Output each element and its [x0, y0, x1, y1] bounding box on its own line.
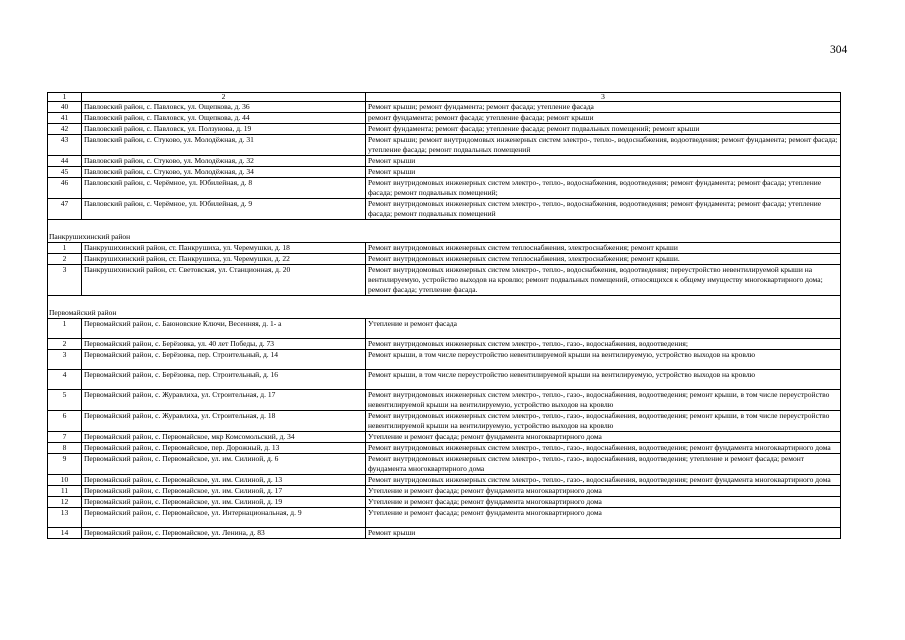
row-work-types: Ремонт внутридомовых инженерных систем теплоснабжения, электроснабжения; ремонт крыши — [366, 243, 841, 254]
table-row — [48, 454, 841, 475]
table-row — [48, 339, 841, 350]
row-address: Павловский район, с. Павловск, ул. Ползунова, д. 19 — [82, 124, 366, 135]
row-number: 44 — [48, 156, 82, 167]
row-address: Первомайский район, с. Первомайское, пер. Дорожный, д. 13 — [82, 443, 366, 454]
table-row — [48, 156, 841, 167]
repair-table — [47, 92, 841, 539]
row-work-types: Ремонт внутридомовых инженерных систем электро-, тепло-, газо-, водоснабжения, водоотведения; ремонт крыши, в том числе переустройство невентилируемой крыши на вентилируемую, устройство выходов на кровлю — [366, 411, 841, 432]
table-row — [48, 411, 841, 432]
row-work-types: Ремонт крыши — [366, 156, 841, 167]
table-row — [48, 102, 841, 113]
district-section-title: Панкрушихинский район — [48, 220, 841, 243]
table-row — [48, 486, 841, 497]
row-address: Первомайский район, с. Берёзовка, пер. Строительный, д. 16 — [82, 370, 366, 390]
row-address: Первомайский район, с. Первомайское, ул. им. Силиной, д. 19 — [82, 497, 366, 508]
row-address: Первомайский район, с. Первомайское, ул. Интернациональная, д. 9 — [82, 508, 366, 528]
row-address: Первомайский район, с. Первомайское, ул. Ленина, д. 83 — [82, 528, 366, 539]
row-number: 8 — [48, 443, 82, 454]
district-section-title: Первомайский район — [48, 296, 841, 319]
row-address: Первомайский район, с. Журавлиха, ул. Строительная, д. 17 — [82, 390, 366, 411]
page-number: 304 — [830, 44, 848, 56]
row-address: Павловский район, с. Стуково, ул. Молодёжная, д. 32 — [82, 156, 366, 167]
row-work-types: Утепление и ремонт фасада; ремонт фундамента многоквартирного дома — [366, 486, 841, 497]
row-work-types: Утепление и ремонт фасада — [366, 319, 841, 339]
table-row — [48, 432, 841, 443]
row-work-types: Утепление и ремонт фасада; ремонт фундамента многоквартирного дома — [366, 432, 841, 443]
row-address: Первомайский район, с. Баюновские Ключи, Весенняя, д. 1- а — [82, 319, 366, 339]
table-row — [48, 497, 841, 508]
row-address: Панкрушихинский район, ст. Панкрушиха, ул. Черемушки, д. 18 — [82, 243, 366, 254]
district-section-row — [48, 296, 841, 319]
row-address: Панкрушихинский район, ст. Световская, ул. Станционная, д. 20 — [82, 265, 366, 296]
row-work-types: Ремонт крыши — [366, 528, 841, 539]
row-number: 40 — [48, 102, 82, 113]
row-number: 10 — [48, 475, 82, 486]
row-address: Первомайский район, с. Первомайское, мкр Комсомольский, д. 34 — [82, 432, 366, 443]
row-work-types: Ремонт внутридомовых инженерных систем теплоснабжения, электроснабжения; ремонт крыши. — [366, 254, 841, 265]
row-number: 6 — [48, 411, 82, 432]
table-row — [48, 350, 841, 370]
table-row — [48, 124, 841, 135]
row-work-types: ремонт фундамента; ремонт фасада; утепление фасада; ремонт крыши — [366, 113, 841, 124]
row-work-types: Ремонт внутридомовых инженерных систем электро-, тепло-, газо-, водоснабжения, водоотведения; ремонт фундамента многоквартирного дома — [366, 443, 841, 454]
row-address: Павловский район, с. Черёмное, ул. Юбилейная, д. 9 — [82, 199, 366, 220]
row-number: 12 — [48, 497, 82, 508]
row-work-types: Утепление и ремонт фасада; ремонт фундамента многоквартирного дома — [366, 508, 841, 528]
table-row — [48, 319, 841, 339]
row-number: 3 — [48, 350, 82, 370]
row-address: Первомайский район, с. Берёзовка, ул. 40 лет Победы, д. 73 — [82, 339, 366, 350]
table-row — [48, 135, 841, 156]
row-number: 45 — [48, 167, 82, 178]
table-row — [48, 475, 841, 486]
row-address: Павловский район, с. Павловск, ул. Ощепкова, д. 36 — [82, 102, 366, 113]
table-row — [48, 390, 841, 411]
row-work-types: Ремонт внутридомовых инженерных систем электро-, тепло-, водоснабжения, водоотведения; ремонт фундамента; ремонт фасада; утепление фасада; ремонт подвальных помещений — [366, 199, 841, 220]
row-work-types: Ремонт крыши — [366, 167, 841, 178]
row-number: 47 — [48, 199, 82, 220]
district-section-row — [48, 220, 841, 243]
table-row — [48, 443, 841, 454]
row-number: 13 — [48, 508, 82, 528]
row-number: 11 — [48, 486, 82, 497]
row-work-types: Ремонт внутридомовых инженерных систем электро-, тепло-, газо-, водоснабжения, водоотведения; ремонт фундамента многоквартирного дома — [366, 475, 841, 486]
row-address: Павловский район, с. Павловск, ул. Ощепкова, д. 44 — [82, 113, 366, 124]
header-col-1: 1 — [48, 93, 82, 102]
table-row — [48, 243, 841, 254]
table-row — [48, 178, 841, 199]
row-number: 43 — [48, 135, 82, 156]
table-row — [48, 528, 841, 539]
row-number: 14 — [48, 528, 82, 539]
row-address: Павловский район, с. Стуково, ул. Молодёжная, д. 34 — [82, 167, 366, 178]
row-number: 42 — [48, 124, 82, 135]
table-row — [48, 370, 841, 390]
row-work-types: Утепление и ремонт фасада; ремонт фундамента многоквартирного дома — [366, 497, 841, 508]
table-header-row — [48, 93, 841, 102]
row-number: 2 — [48, 254, 82, 265]
row-number: 1 — [48, 319, 82, 339]
row-address: Первомайский район, с. Берёзовка, пер. Строительный, д. 14 — [82, 350, 366, 370]
row-address: Первомайский район, с. Первомайское, ул. им. Силиной, д. 17 — [82, 486, 366, 497]
row-number: 9 — [48, 454, 82, 475]
row-work-types: Ремонт внутридомовых инженерных систем электро-, тепло-, газо-, водоснабжения, водоотведения; утепление и ремонт фасада; ремонт фундамента многоквартирного дома — [366, 454, 841, 475]
table-row — [48, 508, 841, 528]
table-row — [48, 167, 841, 178]
row-number: 3 — [48, 265, 82, 296]
header-col-2: 2 — [82, 93, 366, 102]
header-col-3: 3 — [366, 93, 841, 102]
row-number: 2 — [48, 339, 82, 350]
row-address: Павловский район, с. Черёмное, ул. Юбилейная, д. 8 — [82, 178, 366, 199]
row-number: 7 — [48, 432, 82, 443]
row-address: Панкрушихинский район, ст. Панкрушиха, ул. Черемушки, д. 22 — [82, 254, 366, 265]
row-work-types: Ремонт крыши, в том числе переустройство невентилируемой крыши на вентилируемую, устройство выходов на кровлю — [366, 370, 841, 390]
table-row — [48, 199, 841, 220]
table-row — [48, 265, 841, 296]
row-number: 41 — [48, 113, 82, 124]
row-work-types: Ремонт внутридомовых инженерных систем электро-, тепло-, водоснабжения, водоотведения; ремонт фундамента; ремонт фасада; утепление фасада; ремонт подвальных помещений; — [366, 178, 841, 199]
row-number: 46 — [48, 178, 82, 199]
row-work-types: Ремонт крыши, в том числе переустройство невентилируемой крыши на вентилируемую, устройство выходов на кровлю — [366, 350, 841, 370]
row-work-types: Ремонт крыши; ремонт внутридомовых инженерных систем электро-, тепло-, водоснабжения, водоотведения; ремонт фундамента; ремонт фасада; утепление фасада; ремонт подвальных помещений — [366, 135, 841, 156]
row-number: 5 — [48, 390, 82, 411]
row-address: Первомайский район, с. Первомайское, ул. им. Силиной, д. 13 — [82, 475, 366, 486]
row-address: Павловский район, с. Стуково, ул. Молодёжная, д. 31 — [82, 135, 366, 156]
row-work-types: Ремонт внутридомовых инженерных систем электро-, тепло-, газо-, водоснабжения, водоотведения; ремонт крыши, в том числе переустройство невентилируемой крыши на вентилируемую, устройство выходов на кровлю — [366, 390, 841, 411]
table-row — [48, 113, 841, 124]
row-address: Первомайский район, с. Журавлиха, ул. Строительная, д. 18 — [82, 411, 366, 432]
row-work-types: Ремонт крыши; ремонт фундамента; ремонт фасада; утепление фасада — [366, 102, 841, 113]
row-number: 1 — [48, 243, 82, 254]
table-row — [48, 254, 841, 265]
row-work-types: Ремонт фундамента; ремонт фасада; утепление фасада; ремонт подвальных помещений; ремонт крыши — [366, 124, 841, 135]
row-work-types: Ремонт внутридомовых инженерных систем электро-, тепло-, газо-, водоснабжения, водоотведения; — [366, 339, 841, 350]
row-work-types: Ремонт внутридомовых инженерных систем электро-, тепло-, водоснабжения, водоотведения; переустройство невентилируемой крыши на вентилируемую, устройство выходов на кровлю; ремонт подвальных помещений, относящихся к общему имуществу многоквартирного дома; ремонт фасада; утепление фасада. — [366, 265, 841, 296]
row-address: Первомайский район, с. Первомайское, ул. им. Силиной, д. 6 — [82, 454, 366, 475]
row-number: 4 — [48, 370, 82, 390]
